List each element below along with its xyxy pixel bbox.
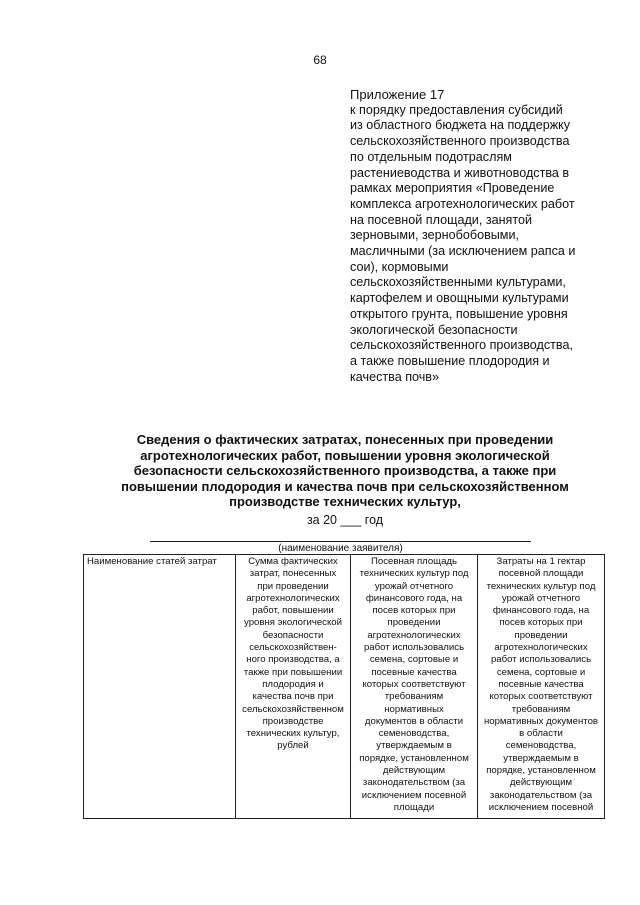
appendix-line: зерновыми, зернобобовыми,	[350, 228, 520, 243]
cell-line: действующим	[509, 777, 573, 789]
cell-line: утверждаемым в	[503, 752, 579, 764]
cell-line: посев которых при	[372, 605, 456, 617]
cell-line: порядке, установленном	[486, 765, 596, 777]
applicant-underline	[150, 541, 531, 542]
cell-line: нормативных документов	[483, 715, 599, 727]
cell-line: семеноводства,	[505, 740, 577, 752]
cell-line: документов в области	[364, 715, 464, 727]
cell-line: семена, сортовые и	[496, 666, 586, 678]
cell-line: также при повышении	[243, 666, 343, 678]
cell-line: урожай отчетного	[374, 580, 454, 592]
table-header-row	[84, 555, 605, 819]
cell-line: плодородия и	[262, 678, 324, 690]
cell-line: посевной площади	[498, 568, 584, 580]
appendix-line: качества почв»	[350, 369, 439, 384]
cell-line: сельскохозяйственном	[242, 703, 344, 715]
title-line: производстве технических культур,	[229, 494, 461, 509]
cell-line: порядке, установленном	[359, 752, 469, 764]
appendix-line: на посевной площади, занятой	[350, 212, 533, 227]
title-line: повышении плодородия и качества почв при сельскохозяйственном	[121, 478, 569, 494]
appendix-line: растениеводства и животноводства в	[350, 165, 570, 180]
appendix-line: сельскохозяйственного производства	[350, 134, 570, 149]
cell-line: при проведении	[257, 580, 329, 592]
cell-line: урожай отчетного	[501, 592, 581, 604]
cell-line: сельскохозяйствен-	[249, 642, 337, 654]
cell-line: уровня экологической	[244, 617, 342, 629]
cell-line: работ использовались	[490, 654, 592, 666]
appendix-line: из областного бюджета на поддержку	[350, 118, 571, 133]
cell-line: в области	[519, 728, 563, 740]
cell-line: площади	[393, 801, 435, 813]
cell-line: посевные качества	[498, 678, 584, 690]
appendix-line: картофелем и овощными культурами	[350, 291, 569, 306]
appendix-title: Приложение 17	[350, 87, 445, 102]
cell-line: Затраты на 1 гектар	[496, 556, 586, 567]
applicant-caption: (наименование заявителя)	[278, 543, 403, 554]
cell-line: технических культур под	[359, 568, 469, 580]
cell-line: проведении	[514, 629, 568, 641]
cell-line: посевные качества	[371, 666, 457, 678]
costs-table	[83, 554, 605, 819]
cell-line: которых соответствуют	[362, 678, 466, 690]
appendix-line: экологической безопасности	[350, 322, 518, 337]
cell-line: которых соответствуют	[489, 691, 593, 703]
appendix-line: к порядку предоставления субсидий	[350, 102, 563, 117]
cell-line: семеноводства,	[378, 728, 450, 740]
header-cell-cost-items	[84, 555, 236, 819]
appendix-line: сельскохозяйственного производства,	[350, 338, 573, 353]
header-cell-actual-costs	[236, 555, 351, 819]
cell-line: проведении	[387, 617, 441, 629]
cell-line: работ, повышении	[252, 605, 334, 617]
title-line: агротехнологических работ, повышении уровня экологической	[140, 447, 550, 463]
cell-line: требованиям	[511, 703, 571, 715]
cell-line: законодательством (за	[362, 777, 466, 789]
cell-line: финансового года, на	[365, 592, 463, 604]
cell-line: технических культур,	[246, 728, 340, 740]
title-line: безопасности сельскохозяйственного производства, а также при	[133, 463, 557, 478]
cell-line: производстве	[262, 715, 324, 727]
page-number: 68	[313, 53, 327, 67]
appendix-line: сои), кормовыми	[350, 259, 449, 274]
cell-line: затрат, понесенных	[249, 568, 337, 580]
appendix-line: масличными (за исключением рапса и	[350, 244, 576, 259]
cell-line: нормативных	[384, 703, 444, 715]
cell-line: посев которых при	[499, 617, 583, 629]
appendix-line: сельскохозяйственными культурами,	[350, 275, 566, 290]
cell-line: безопасности	[262, 629, 324, 641]
appendix-text	[350, 103, 605, 386]
cell-line: Сумма фактических	[248, 556, 338, 567]
cell-line: законодательством (за	[489, 789, 593, 801]
appendix-line: а также повышение плодородия и	[350, 353, 550, 368]
appendix-line: рамках мероприятия «Проведение	[350, 181, 555, 196]
cell-line: утверждаемым в	[376, 740, 452, 752]
report-year-line: за 20 ___ год	[306, 513, 384, 527]
cell-line: финансового года, на	[492, 605, 590, 617]
cell-line: требованиям	[384, 691, 444, 703]
cell-line: агротехнологических	[246, 592, 340, 604]
appendix-line: по отдельным подотраслям	[350, 149, 512, 164]
cell-line: исключением посевной	[361, 789, 467, 801]
cell-line: семена, сортовые и	[369, 654, 459, 666]
cell-line: агротехнологических	[494, 642, 588, 654]
cell-line: ного производства, а	[246, 654, 340, 666]
cell-line: агротехнологических	[367, 629, 461, 641]
title-line: Сведения о фактических затратах, понесенных при проведении	[136, 432, 554, 447]
cell-line: Посевная площадь	[370, 556, 458, 567]
cell-line: Наименование статей затрат	[87, 556, 217, 567]
document-title	[95, 432, 595, 510]
header-cell-sown-area	[351, 555, 478, 819]
appendix-block	[350, 87, 605, 385]
header-cell-costs-per-hectare	[478, 555, 605, 819]
cell-line: работ использовались	[363, 642, 465, 654]
cell-line: качества почв при	[252, 691, 334, 703]
cell-line: действующим	[382, 765, 446, 777]
appendix-line: комплекса агротехнологических работ	[350, 196, 575, 211]
cell-line: рублей	[277, 740, 309, 752]
cell-line: технических культур под	[486, 580, 596, 592]
appendix-line: открытого грунта, повышение уровня	[350, 306, 568, 321]
cell-line: исключением посевной	[488, 801, 594, 813]
